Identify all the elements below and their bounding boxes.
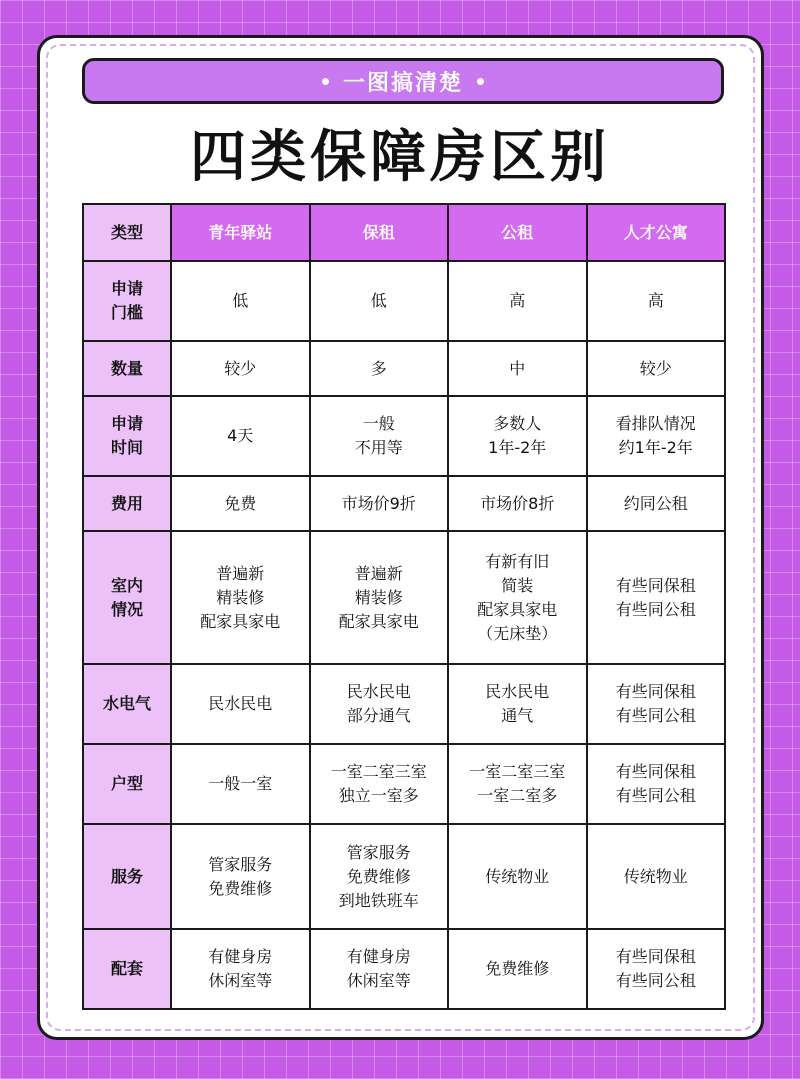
table-row bbox=[83, 341, 725, 396]
table-row bbox=[83, 664, 725, 744]
row-label: 室内 情况 bbox=[83, 531, 171, 664]
row-label: 水电气 bbox=[83, 664, 171, 744]
header-row bbox=[83, 204, 725, 261]
table-cell: 有健身房 休闲室等 bbox=[171, 929, 310, 1009]
table-cell: 一室二室三室 一室二室多 bbox=[448, 744, 587, 824]
column-header: 公租 bbox=[448, 204, 587, 261]
dot-icon bbox=[322, 78, 329, 85]
table-cell: 多数人 1年-2年 bbox=[448, 396, 587, 476]
table-cell: 有些同保租 有些同公租 bbox=[587, 744, 726, 824]
dot-icon bbox=[477, 78, 484, 85]
table-cell: 民水民电 通气 bbox=[448, 664, 587, 744]
table-cell: 一般一室 bbox=[171, 744, 310, 824]
header-corner: 类型 bbox=[83, 204, 171, 261]
page-title: 四类保障房区别 bbox=[190, 125, 610, 190]
row-label: 费用 bbox=[83, 476, 171, 531]
comparison-table bbox=[82, 203, 726, 1010]
table-cell: 中 bbox=[448, 341, 587, 396]
table-cell: 较少 bbox=[171, 341, 310, 396]
table-cell: 约同公租 bbox=[587, 476, 726, 531]
table-cell: 管家服务 免费维修 bbox=[171, 824, 310, 929]
table-cell: 有些同保租 有些同公租 bbox=[587, 531, 726, 664]
table-cell: 普遍新 精装修 配家具家电 bbox=[171, 531, 310, 664]
table-cell: 一般 不用等 bbox=[310, 396, 449, 476]
table-cell: 低 bbox=[171, 261, 310, 341]
table-row bbox=[83, 476, 725, 531]
table-cell: 4天 bbox=[171, 396, 310, 476]
table-cell: 传统物业 bbox=[587, 824, 726, 929]
table-cell: 民水民电 bbox=[171, 664, 310, 744]
banner-text: 一图搞清楚 bbox=[342, 70, 463, 96]
table-cell: 民水民电 部分通气 bbox=[310, 664, 449, 744]
table-row bbox=[83, 824, 725, 929]
table-cell: 较少 bbox=[587, 341, 726, 396]
table-cell: 免费维修 bbox=[448, 929, 587, 1009]
table-cell: 市场价9折 bbox=[310, 476, 449, 531]
column-header: 保租 bbox=[310, 204, 449, 261]
table-cell: 有新有旧 简装 配家具家电 （无床垫） bbox=[448, 531, 587, 664]
column-header: 青年驿站 bbox=[171, 204, 310, 261]
row-label: 数量 bbox=[83, 341, 171, 396]
table-cell: 有些同保租 有些同公租 bbox=[587, 664, 726, 744]
table-cell: 有些同保租 有些同公租 bbox=[587, 929, 726, 1009]
table-row bbox=[83, 531, 725, 664]
table-cell: 多 bbox=[310, 341, 449, 396]
table-cell: 低 bbox=[310, 261, 449, 341]
table-cell: 市场价8折 bbox=[448, 476, 587, 531]
table-cell: 高 bbox=[448, 261, 587, 341]
row-label: 配套 bbox=[83, 929, 171, 1009]
table-cell: 传统物业 bbox=[448, 824, 587, 929]
row-label: 申请 门槛 bbox=[83, 261, 171, 341]
table-row bbox=[83, 261, 725, 341]
table-cell: 高 bbox=[587, 261, 726, 341]
row-label: 户型 bbox=[83, 744, 171, 824]
table-cell: 有健身房 休闲室等 bbox=[310, 929, 449, 1009]
table-cell: 看排队情况 约1年-2年 bbox=[587, 396, 726, 476]
table-cell: 管家服务 免费维修 到地铁班车 bbox=[310, 824, 449, 929]
table-row bbox=[83, 396, 725, 476]
table-row bbox=[83, 744, 725, 824]
banner bbox=[82, 58, 724, 104]
row-label: 服务 bbox=[83, 824, 171, 929]
table-cell: 一室二室三室 独立一室多 bbox=[310, 744, 449, 824]
row-label: 申请 时间 bbox=[83, 396, 171, 476]
column-header: 人才公寓 bbox=[587, 204, 726, 261]
table-row bbox=[83, 929, 725, 1009]
table-cell: 免费 bbox=[171, 476, 310, 531]
table-cell: 普遍新 精装修 配家具家电 bbox=[310, 531, 449, 664]
